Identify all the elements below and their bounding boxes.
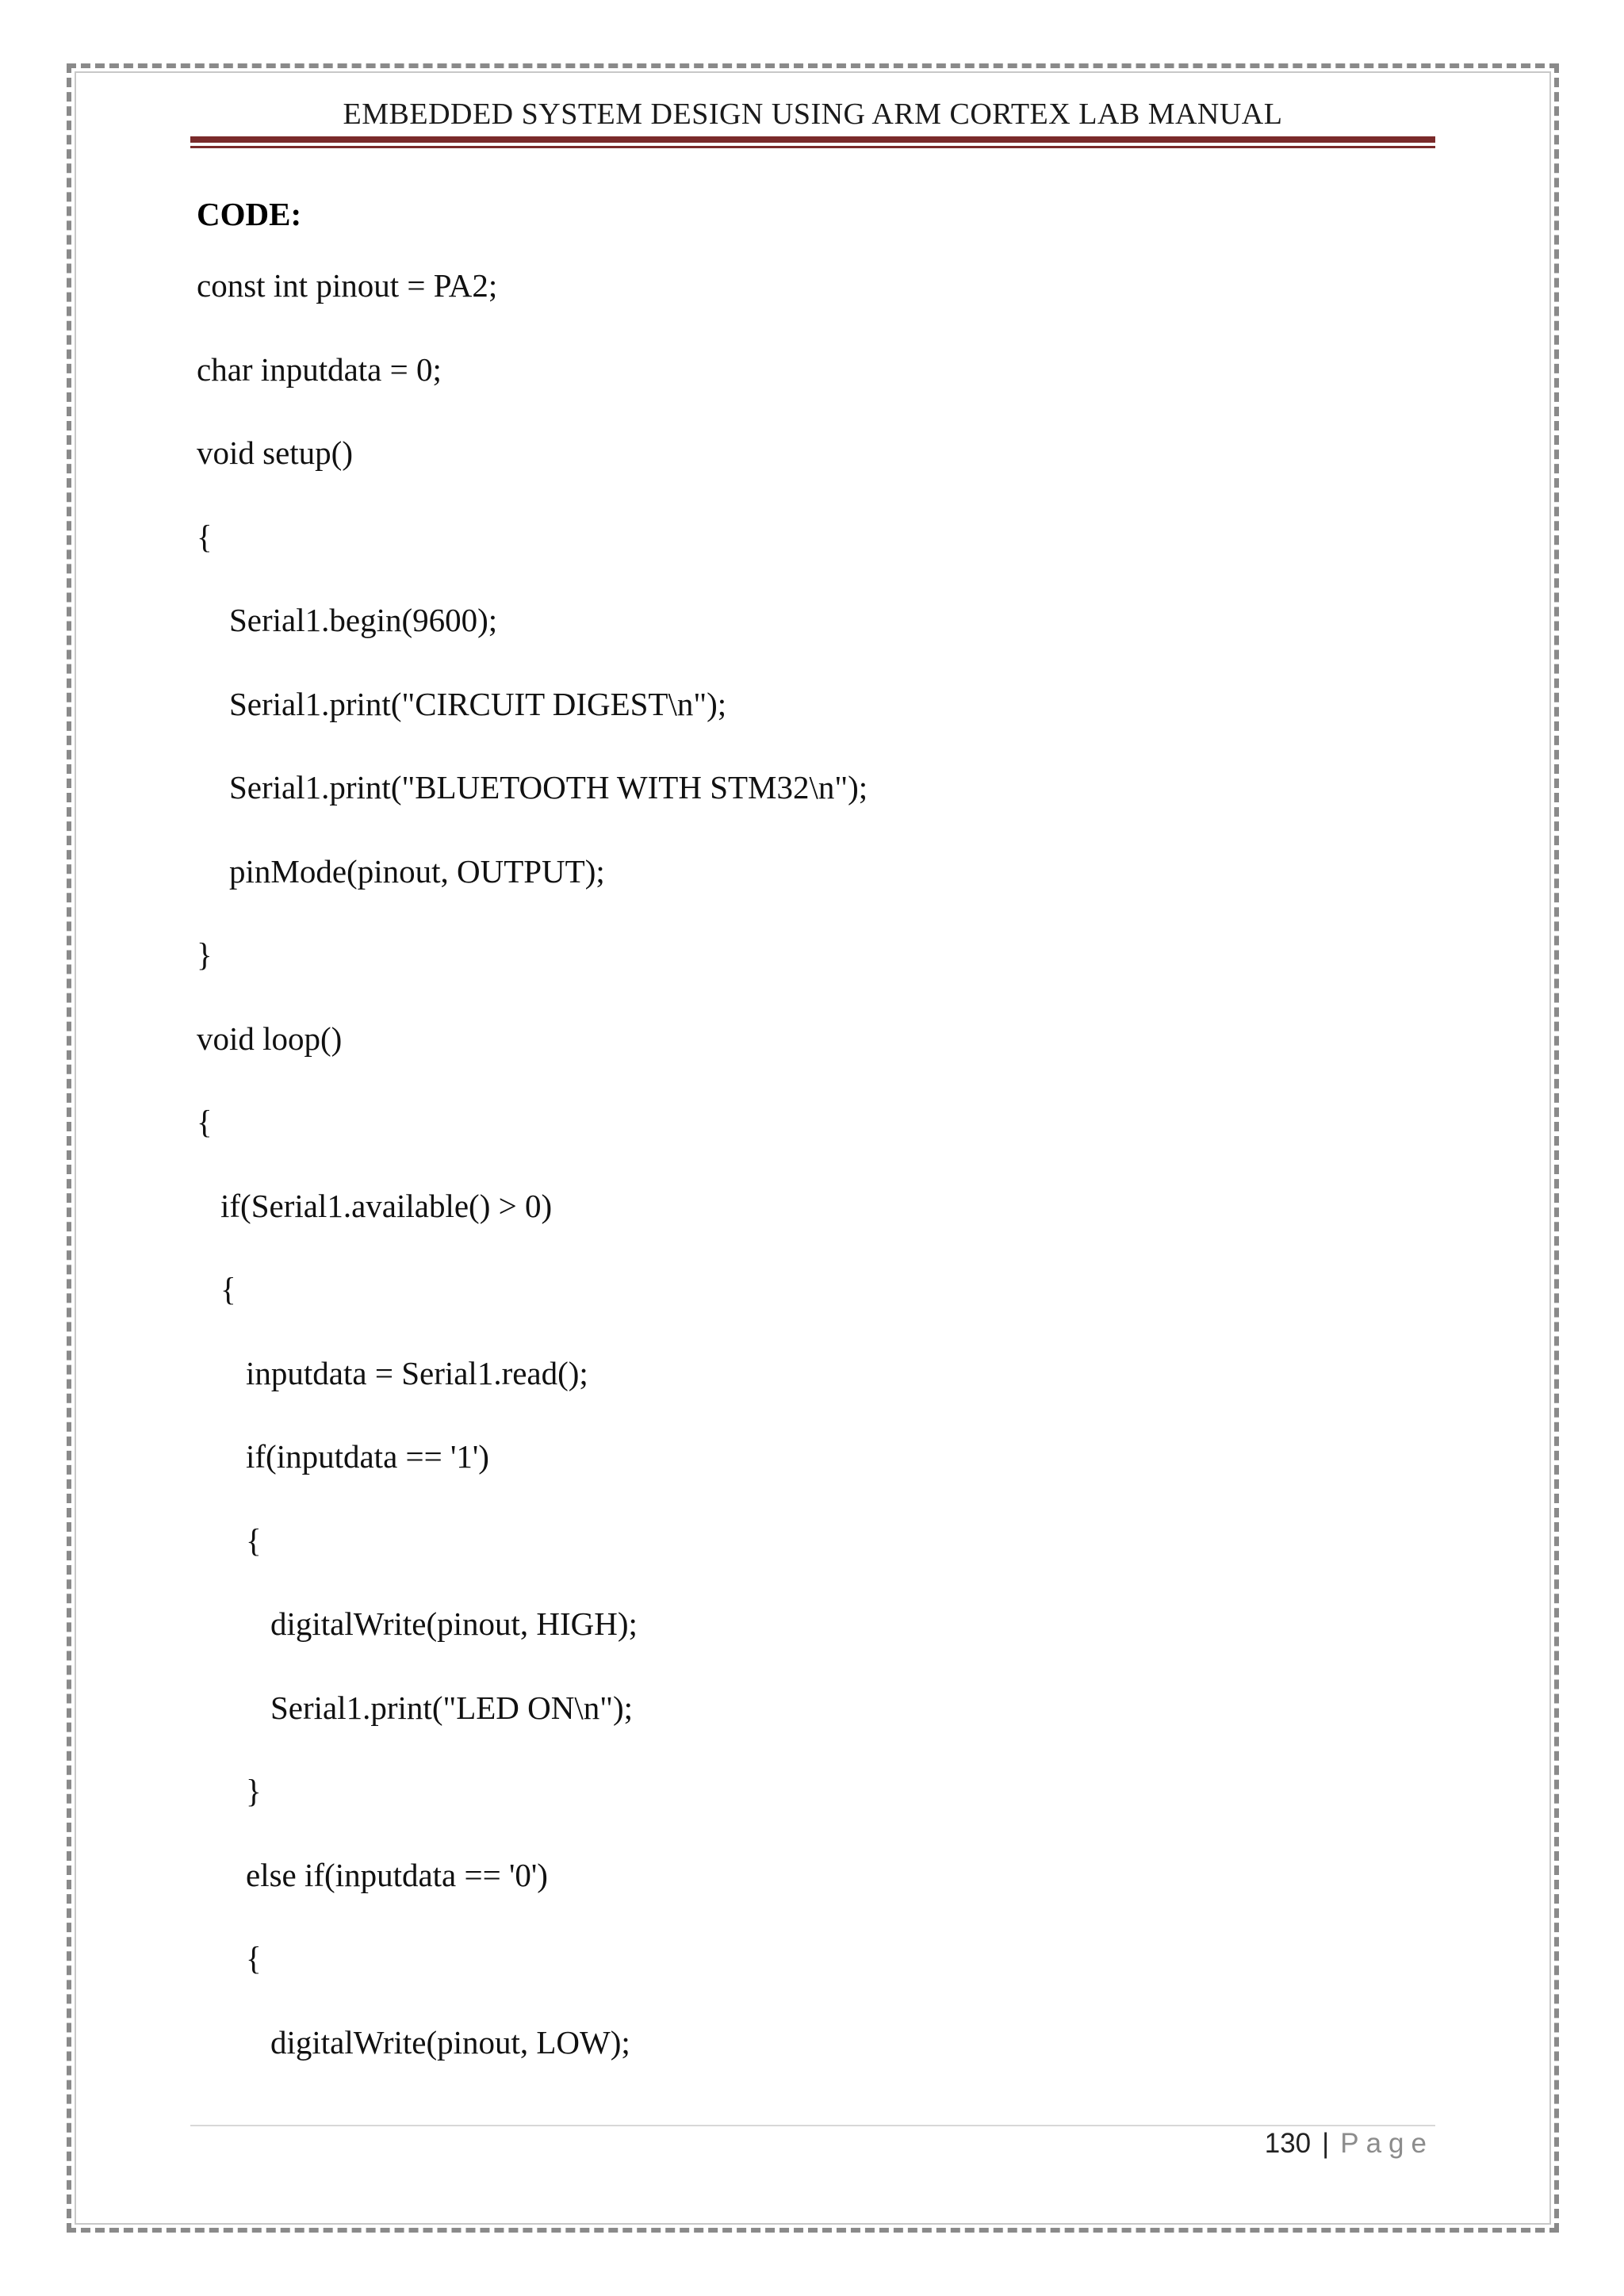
code-line: void loop()	[197, 1020, 343, 1057]
footer-rule	[190, 2125, 1435, 2126]
header-rule-secondary	[190, 146, 1435, 148]
code-line: {	[246, 1940, 262, 1976]
code-line: Serial1.print("BLUETOOTH WITH STM32\n");	[229, 769, 868, 806]
page-header-title: EMBEDDED SYSTEM DESIGN USING ARM CORTEX LAB MANUAL	[343, 98, 1283, 131]
code-line: char inputdata = 0;	[197, 351, 442, 388]
page-number: 130	[1264, 2128, 1312, 2159]
header-rule	[190, 136, 1435, 143]
code-line: pinMode(pinout, OUTPUT);	[229, 853, 605, 890]
code-line: {	[220, 1271, 236, 1307]
code-line: inputdata = Serial1.read();	[246, 1355, 588, 1391]
code-line: if(Serial1.available() > 0)	[220, 1188, 553, 1224]
page-separator: |	[1322, 2128, 1330, 2159]
code-line: else if(inputdata == '0')	[246, 1857, 548, 1893]
code-line: }	[197, 936, 213, 973]
page-label: Page	[1340, 2128, 1434, 2159]
code-line: {	[197, 1104, 213, 1140]
code-line: digitalWrite(pinout, LOW);	[270, 2024, 630, 2061]
code-line: void setup()	[197, 434, 353, 471]
code-line: const int pinout = PA2;	[197, 267, 498, 304]
code-line: Serial1.begin(9600);	[229, 602, 498, 638]
section-heading: CODE:	[197, 196, 302, 232]
page-border-inner	[75, 71, 1551, 2225]
page-footer	[1265, 2128, 1434, 2160]
code-line: Serial1.print("CIRCUIT DIGEST\n");	[229, 686, 727, 722]
code-line: if(inputdata == '1')	[246, 1438, 489, 1475]
code-line: {	[246, 1522, 262, 1559]
code-line: Serial1.print("LED ON\n");	[270, 1689, 634, 1726]
code-line: digitalWrite(pinout, HIGH);	[270, 1605, 638, 1642]
code-line: }	[246, 1773, 262, 1809]
code-line: {	[197, 519, 213, 555]
